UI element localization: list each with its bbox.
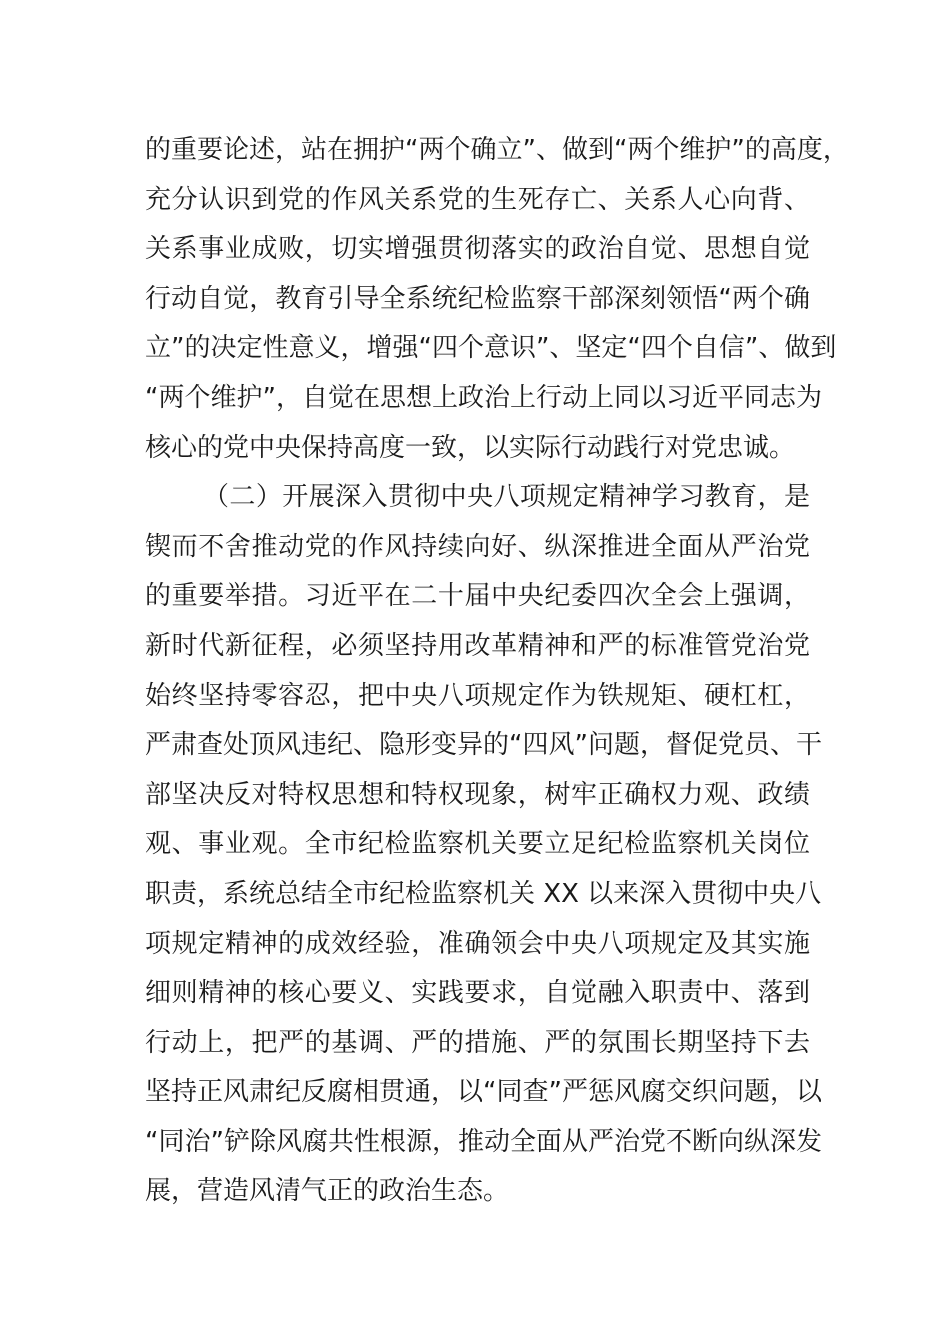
- text-line: 充分认识到党的作风关系党的生死存亡、关系人心向背、: [145, 184, 810, 215]
- text-line: 观、事业观。全市纪检监察机关要立足纪检监察机关岗位: [145, 829, 810, 860]
- text-line: 关系事业成败，切实增强贯彻落实的政治自觉、思想自觉: [145, 234, 810, 265]
- paragraph-2: [145, 473, 822, 1217]
- text-line: 的重要举措。习近平在二十届中央纪委四次全会上强调，: [145, 581, 810, 612]
- text-line: 的重要论述，站在拥护“两个确立”、做到“两个维护”的高度，: [145, 135, 849, 165]
- text-line: 项规定精神的成效经验，准确领会中央八项规定及其实施: [145, 928, 810, 959]
- text-line: 细则精神的核心要义、实践要求，自觉融入职责中、落到: [145, 978, 810, 1009]
- text-line: （二）开展深入贯彻中央八项规定精神学习教育，是: [203, 482, 810, 513]
- text-line: 新时代新征程，必须坚持用改革精神和严的标准管党治党: [145, 630, 810, 661]
- text-line: “同治”铲除风腐共性根源，推动全面从严治党不断向纵深发: [145, 1126, 822, 1157]
- text-line: 行动自觉，教育引导全系统纪检监察干部深刻领悟“两个确: [145, 283, 810, 314]
- text-line: 行动上，把严的基调、严的措施、严的氛围长期坚持下去: [145, 1027, 810, 1058]
- text-line: 核心的党中央保持高度一致，以实际行动践行对党忠诚。: [145, 432, 796, 463]
- text-line: 职责，系统总结全市纪检监察机关 XX 以来深入贯彻中央八: [145, 878, 822, 909]
- text-line: 立”的决定性意义，增强“四个意识”、坚定“四个自信”、做到: [145, 333, 837, 364]
- paragraph-1: [145, 126, 849, 473]
- text-line: 始终坚持零容忍，把中央八项规定作为铁规矩、硬杠杠，: [145, 680, 810, 711]
- body-text: [145, 126, 849, 1217]
- text-line: 部坚决反对特权思想和特权现象，树牢正确权力观、政绩: [145, 779, 810, 810]
- text-line: 锲而不舍推动党的作风持续向好、纵深推进全面从严治党: [145, 531, 810, 562]
- text-line: 严肃查处顶风违纪、隐形变异的“四风”问题，督促党员、干: [145, 730, 822, 761]
- text-line: “两个维护”，自觉在思想上政治上行动上同以习近平同志为: [145, 382, 822, 413]
- text-line: 坚持正风肃纪反腐相贯通，以“同查”严惩风腐交织问题，以: [145, 1077, 822, 1108]
- text-line: 展，营造风清气正的政治生态。: [145, 1176, 510, 1207]
